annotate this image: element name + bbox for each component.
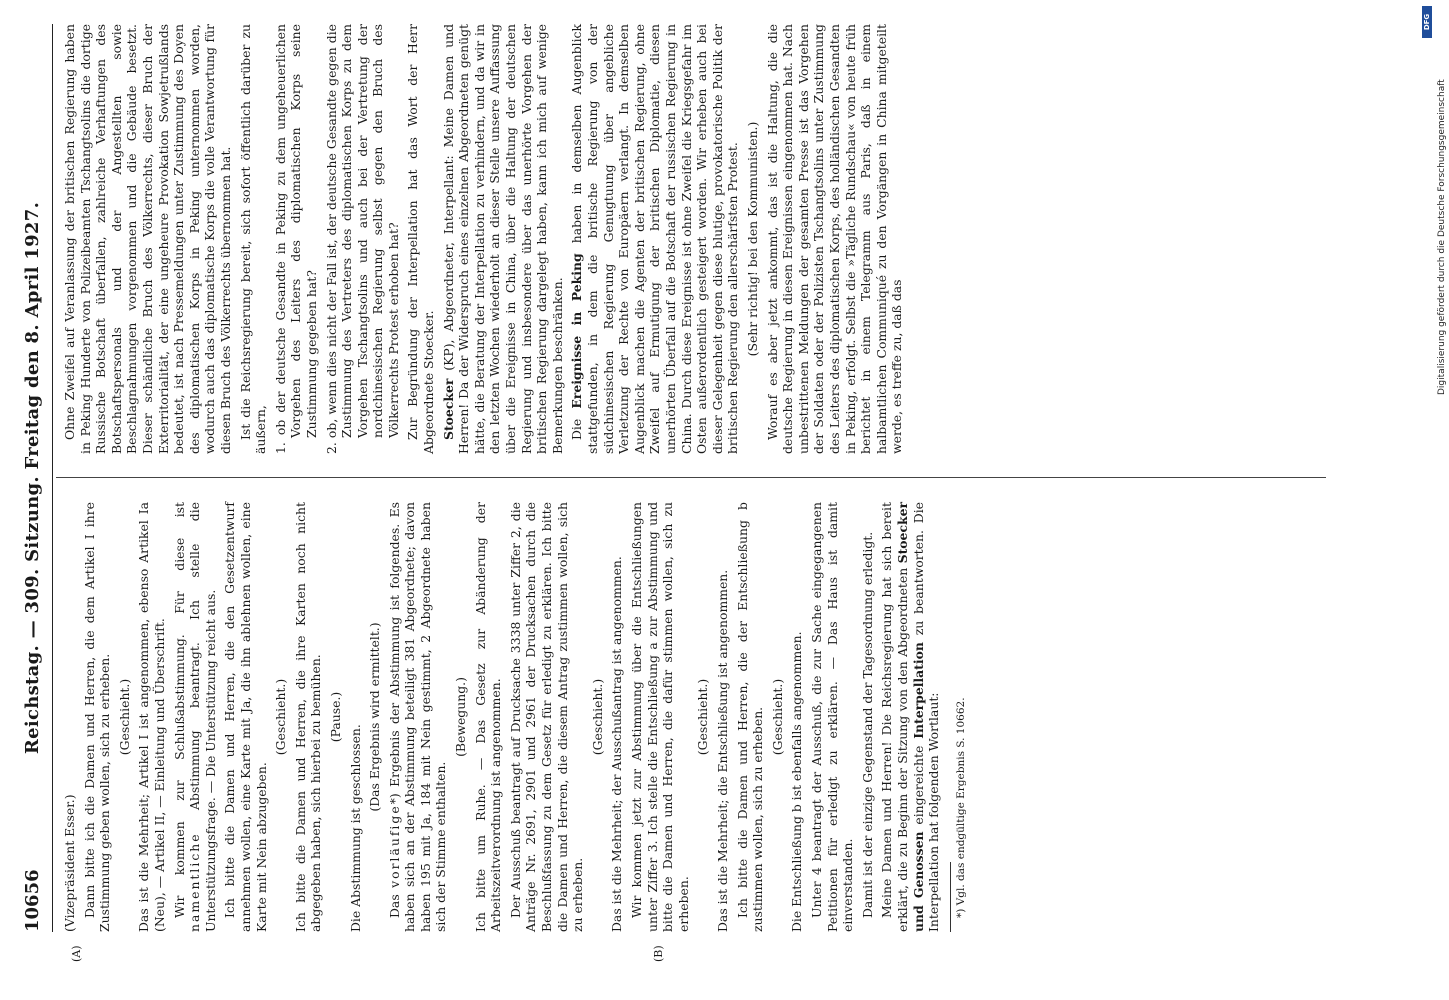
page-number: 10656 (22, 869, 43, 932)
dfg-logo (1422, 6, 1432, 38)
paragraph: Wir kommen jetzt zur Abstimmung über die Entschließungen unter Ziffer 3. Ich stelle die Entschließung a zur Abstimmung und bitte die Damen und Herren, die dafür stimmen wollen, sich zu erheben. (629, 502, 691, 932)
right-column (62, 24, 909, 454)
text-run: zu beantworten. Die Interpellation hat folgenden Wortlaut: (910, 501, 942, 932)
paragraph (172, 502, 219, 932)
bold-text: Stoecker und Genossen (894, 502, 926, 932)
paragraph: Dann bitte ich die Damen und Herren, die dem Artikel I ihre Zustimmung geben wollen, sich zu erheben. (81, 502, 113, 932)
paragraph: Das ist die Mehrheit; die Entschließung ist angenommen. (714, 569, 730, 932)
column-divider (56, 477, 1326, 478)
paragraph (569, 24, 741, 454)
footnote: *) Vgl. das endgültige Ergebnis S. 10662. (954, 697, 967, 918)
speaker-name: Stoecker (440, 378, 456, 440)
spaced-text: vorläufige (386, 804, 402, 888)
stage-direction: (Bewegung.) (453, 677, 469, 757)
paragraph: Ich bitte die Damen und Herren, die der Entschließung b zustimmen wollen, sich zu erheben. (734, 502, 766, 932)
paragraph (387, 502, 449, 932)
paragraph: Ich bitte die Damen und Herren, die den Gesetzentwurf annehmen wollen, eine Karte mit Ja, die ihn ablehnen wollen, eine Karte mit Nein abzugeben. (222, 502, 269, 932)
paragraph: Ohne Zweifel auf Veranlassung der britischen Regierung haben in Peking Hunderte von Polizeibeamten Tschangtsolins die dortige Russische Botschaft überfallen, zahlreiche Verhaftungen des Botschaftspersonals und der Angestellten sowie Beschlagnahmungen vorgenommen und die Gebäude besetzt. Dieser schändliche Bruch des Völkerrechts, dieser Bruch der Exterritorialität, der eine ungeheure Provokation Sowjetrußlands bedeutet, ist nach Pressemeldungen unter Zustimmung des Doyen des diplomatischen Korps in Peking unternommen worden, wodurch auch das diplomatische Korps die volle Verantwortung für diesen Bruch des Völkerrechts übernommen hat. (62, 24, 233, 454)
margin-mark-a: (A) (70, 945, 83, 962)
text-run: Die (569, 408, 585, 440)
stage-direction: (Geschieht.) (695, 678, 711, 756)
text-run: Meine Damen und Herren! Die Reichsregierung hat sich bereit erklärt, die zu Beginn der Sitzung von den Abgeordneten (879, 502, 910, 932)
paragraph: Der Ausschuß beantragt auf Drucksache 3338 unter Ziffer 2, die Anträge Nr. 2691, 2901 und 2961 der Drucksachen durch die Beschlußfassung zu dem Gesetz für erledigt zu erklären. Ich bitte die Damen und Herren, die diesem Antrag zustimmen wollen, sich zu erheben. (507, 502, 586, 932)
item-number: 1. (272, 442, 288, 454)
stage-direction: (Das Ergebnis wird ermittelt.) (367, 622, 383, 812)
stage-direction: (Geschieht.) (273, 678, 289, 756)
text-run: Abstimmung beantragt. Ich stelle die Unterstützungsfrage. — Die Unterstützung reicht aus. (187, 502, 218, 932)
paragraph: Zur Begründung der Interpellation hat das Wort der Herr Abgeordnete Stoecker. (405, 24, 437, 454)
text-run: (KP), Abgeordneter, Interpellant: Meine Damen und Herren! Da der Widerspruch eines einzelnen Abgeordneten genügt hätte, die Beratung der Interpellation zu verhindern, und da wir in den letzten Wochen wiederholt an dieser Stelle unsere Auffassung über die Ereignisse in China, über die Haltung der deutschen Regierung und insbesondere über das unerhörte Vorgehen der britischen Regierung dargelegt haben, kann ich mich auf wenige Bemerkungen beschränken. (440, 24, 565, 454)
left-column (62, 502, 972, 932)
paragraph: Unter 4 beantragt der Ausschuß, die zur Sache eingegangenen Petitionen für erledigt zu erklären. — Das Haus ist damit einverstanden. (808, 502, 856, 932)
paragraph: Ist die Reichsregierung bereit, sich sofort öffentlich darüber zu äußern, (237, 24, 269, 454)
paragraph (879, 502, 941, 932)
item-text: ob, wenn dies nicht der Fall ist, der deutsche Gesandte gegen die Zustimmung des Vertreters des diplomatischen Korps zu dem Vorgehen Tschangtsolins und auch bei der Vertretung der nordchinesischen Regierung selbst gegen den Bruch des Völkerrechts Protest erhoben hat? (323, 24, 401, 439)
text-run: Wir kommen zur Schlußabstimmung. Für diese ist (171, 502, 187, 918)
footnote-rule (950, 862, 951, 932)
dfg-logo-text: DFG (1423, 13, 1431, 31)
paragraph: Damit ist der einzige Gegenstand der Tagesordnung erledigt. (859, 531, 875, 918)
text-run: haben in demselben Augenblick stattgefunden, in dem die britische Regierung von der südchinesischen Regierung Genugtuung über angebliche Verletzung der Rechte von Europäern verlangt. In demselben Augenblick machen die Agenten der britischen Regierung, ohne Zweifel auf Ermutigung der britischen Diplomatie, diesen unerhörten Überfall auf die Botschaft der russischen Regierung in China. Durch diese Ereignisse ist ohne Zweifel die Kriegsgefahr im Osten außerordentlich gesteigert worden. Wir erheben auch bei dieser Gelegenheit gegen diese blutige, provokatorische Politik der britischen Regierung den allerschärfsten Protest. (569, 23, 741, 454)
text-run: Das (386, 887, 402, 918)
paragraph: Die Entschließung b ist ebenfalls angenommen. (789, 631, 805, 932)
text-run: *) Ergebnis der Abstimmung ist folgendes. Es haben sich an der Abstimmung beteiligt 381 Abgeordnete; davon haben 195 mit Ja, 184 mit Nein gestimmt, 2 Abgeordnete haben sich der Stimme enthalten. (386, 501, 449, 932)
rotated-page-content (12, 23, 1340, 962)
stage-direction: (Geschieht.) (116, 678, 132, 756)
margin-mark-b: (B) (652, 945, 665, 962)
paragraph: Das ist die Mehrheit; der Ausschußantrag ist angenommen. (609, 556, 625, 932)
digitization-credit: Digitalisierung gefördert durch die Deutsche Forschungsgemeinschaft (1437, 79, 1447, 395)
page-header (12, 24, 53, 932)
paragraph: Die Abstimmung ist geschlossen. (347, 724, 363, 932)
stage-direction: (Sehr richtig! bei den Kommunisten.) (744, 121, 760, 357)
question-item (273, 24, 320, 454)
paragraph: Das ist die Mehrheit; Artikel I ist angenommen, ebenso Artikel Ia (Neu), — Artikel II, — Einleitung und Überschrift. (136, 502, 167, 932)
item-number: 2. (323, 442, 339, 454)
item-text: ob der deutsche Gesandte in Peking zu dem ungeheuerlichen Vorgehen des Leiters des diplomatischen Korps seine Zustimmung gegeben hat? (272, 24, 319, 438)
speaker-label: (Vizepräsident Esser.) (62, 794, 77, 932)
stage-direction: (Geschieht.) (769, 678, 785, 756)
bold-text: Ereignisse in Peking (569, 253, 585, 409)
paragraph: Ich bitte die Damen und Herren, die ihre Karten noch nicht abgegeben haben, sich hierbei zu bemühen. (292, 502, 324, 932)
page-title: Reichstag. — 309. Sitzung. Freitag den 8. April 1927. (22, 201, 43, 755)
text-run: eingereichte (910, 738, 926, 832)
paragraph: Ich bitte um Ruhe. — Das Gesetz zur Abänderung der Arbeitszeitverordnung ist angenommen. (472, 502, 504, 932)
question-item (324, 24, 402, 454)
stage-direction: (Pause.) (327, 691, 343, 743)
stage-direction: (Geschieht.) (589, 678, 605, 756)
spaced-text: namentliche (187, 832, 203, 932)
paragraph (441, 24, 566, 454)
paragraph: Worauf es aber jetzt ankommt, das ist die Haltung, die die deutsche Regierung in diesen Ereignissen eingenommen hat. Nach unbestrittenen Meldungen der gesamten Presse ist das Vorgehen der Soldaten oder der Polizisten Tschangtsolins unter Zustimmung des Leiters des diplomatischen Korps, des holländischen Gesandten in Peking, erfolgt. Selbst die »Tägliche Rundschau« von heute früh berichtet in einem Telegramm aus Paris, daß in einem halbamtlichen Communiqué zu den Vorgängen in China mitgeteilt werde, es treffe zu, daß das (764, 24, 905, 454)
bold-text: Interpellation (910, 642, 926, 739)
